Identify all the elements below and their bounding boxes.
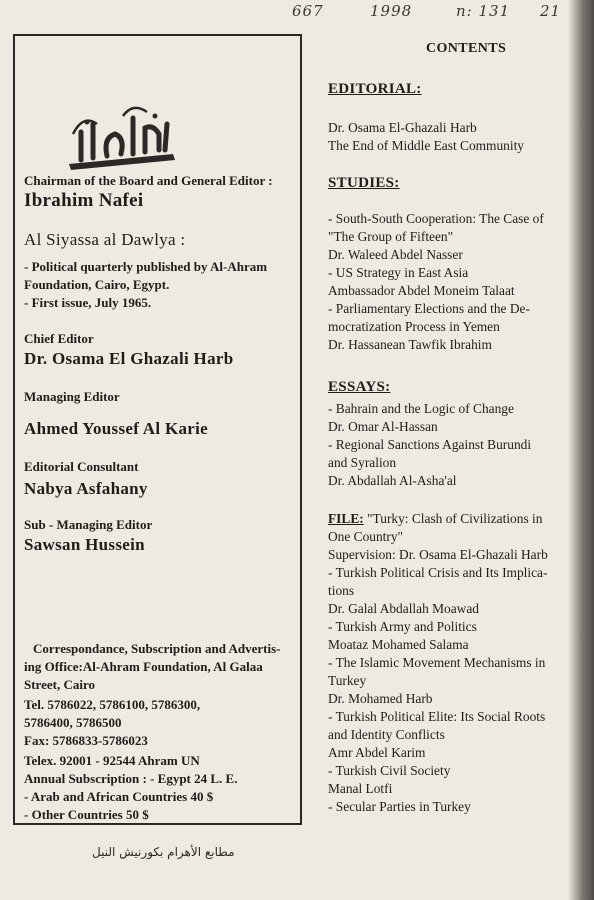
editorial-list	[328, 119, 584, 155]
list-item: One Country"	[328, 529, 404, 544]
handwritten-note: 667	[292, 2, 324, 20]
list-item: mocratization Process in Yemen	[328, 319, 500, 334]
consultant-name: Nabya Asfahany	[24, 479, 148, 498]
masthead-box	[13, 34, 302, 825]
file-list	[328, 528, 584, 816]
managing-editor-label: Managing Editor	[24, 389, 120, 404]
file-heading-line	[328, 510, 584, 528]
other-countries-line: - Other Countries 50 $	[24, 807, 149, 822]
list-item: Dr. Abdallah Al-Asha'al	[328, 473, 457, 488]
fax-line: Fax: 5786833-5786023	[24, 733, 148, 748]
list-item: - Turkish Political Elite: Its Social Roots	[328, 709, 546, 724]
sub-managing-name: Sawsan Hussein	[24, 535, 145, 554]
list-item: Supervision: Dr. Osama El-Ghazali Harb	[328, 547, 548, 562]
subscription-line: Annual Subscription : - Egypt 24 L. E.	[24, 771, 238, 786]
list-item: Ambassador Abdel Moneim Talaat	[328, 283, 515, 298]
list-item: and Syralion	[328, 455, 397, 470]
list-item: - Parliamentary Elections and the De-	[328, 301, 530, 316]
list-item: - Secular Parties in Turkey	[328, 799, 471, 814]
tel-line-1: Tel. 5786022, 5786100, 5786300,	[24, 697, 201, 712]
essays-heading: ESSAYS:	[328, 379, 391, 395]
sub-managing-label: Sub - Managing Editor	[24, 517, 153, 532]
consultant-label: Editorial Consultant	[24, 459, 139, 474]
list-item: Dr. Omar Al-Hassan	[328, 419, 438, 434]
managing-editor-name: Ahmed Youssef Al Karie	[24, 419, 208, 438]
list-item: - Bahrain and the Logic of Change	[328, 401, 514, 416]
handwritten-note: n: 131	[456, 2, 511, 20]
list-item: tions	[328, 583, 355, 598]
list-item: Amr Abdel Karim	[328, 745, 426, 760]
list-item: The End of Middle East Community	[328, 138, 525, 153]
list-item: - US Strategy in East Asia	[328, 265, 469, 280]
studies-list	[328, 210, 584, 354]
list-item: - South-South Cooperation: The Case of	[328, 211, 544, 226]
studies-heading: STUDIES:	[328, 175, 400, 191]
telex-line: Telex. 92001 - 92544 Ahram UN	[24, 753, 200, 768]
list-item: - Turkish Political Crisis and Its Implica-	[328, 565, 548, 580]
list-item: Manal Lotfi	[328, 781, 393, 796]
contact-line-1: Correspondance, Subscription and Advertis-	[33, 641, 281, 656]
essays-list	[328, 400, 584, 490]
list-item: - Regional Sanctions Against Burundi	[328, 437, 532, 452]
publication-info-1: - Political quarterly published by Al-Ahram	[24, 259, 268, 274]
list-item: and Identity Conflicts	[328, 727, 445, 742]
contents-title: CONTENTS	[426, 41, 507, 56]
printer-credit: مطابع الأهرام بكورنيش النيل	[92, 845, 235, 859]
file-title: "Turky: Clash of Civilizations in	[367, 511, 543, 526]
list-item: Moataz Mohamed Salama	[328, 637, 469, 652]
handwritten-note: 1998	[370, 2, 413, 20]
publication-info-2: Foundation, Cairo, Egypt.	[24, 277, 170, 292]
publication-name: Al Siyassa al Dawlya :	[24, 230, 186, 249]
list-item: Turkey	[328, 673, 367, 688]
al-ahram-logo	[63, 94, 181, 176]
list-item: Dr. Galal Abdallah Moawad	[328, 601, 479, 616]
editorial-heading: EDITORIAL:	[328, 81, 422, 97]
chief-editor-name: Dr. Osama El Ghazali Harb	[24, 349, 234, 368]
list-item: "The Group of Fifteen"	[328, 229, 454, 244]
list-item: - The Islamic Movement Mechanisms in	[328, 655, 546, 670]
handwritten-note: 21	[540, 2, 562, 20]
contact-line-3: Street, Cairo	[24, 677, 95, 692]
tel-line-2: 5786400, 5786500	[24, 715, 122, 730]
contact-line-2: ing Office:Al-Ahram Foundation, Al Galaa	[24, 659, 263, 674]
file-heading: FILE:	[328, 511, 364, 526]
list-item: - Turkish Army and Politics	[328, 619, 477, 634]
chairman-name: Ibrahim Nafei	[24, 190, 144, 211]
chairman-label: Chairman of the Board and General Editor :	[24, 173, 273, 188]
list-item: Dr. Hassanean Tawfik Ibrahim	[328, 337, 492, 352]
list-item: Dr. Osama El-Ghazali Harb	[328, 120, 477, 135]
arab-african-line: - Arab and African Countries 40 $	[24, 789, 214, 804]
list-item: Dr. Waleed Abdel Nasser	[328, 247, 463, 262]
list-item: - Turkish Civil Society	[328, 763, 451, 778]
chief-editor-label: Chief Editor	[24, 331, 94, 346]
publication-info-3: - First issue, July 1965.	[24, 295, 152, 310]
list-item: Dr. Mohamed Harb	[328, 691, 433, 706]
